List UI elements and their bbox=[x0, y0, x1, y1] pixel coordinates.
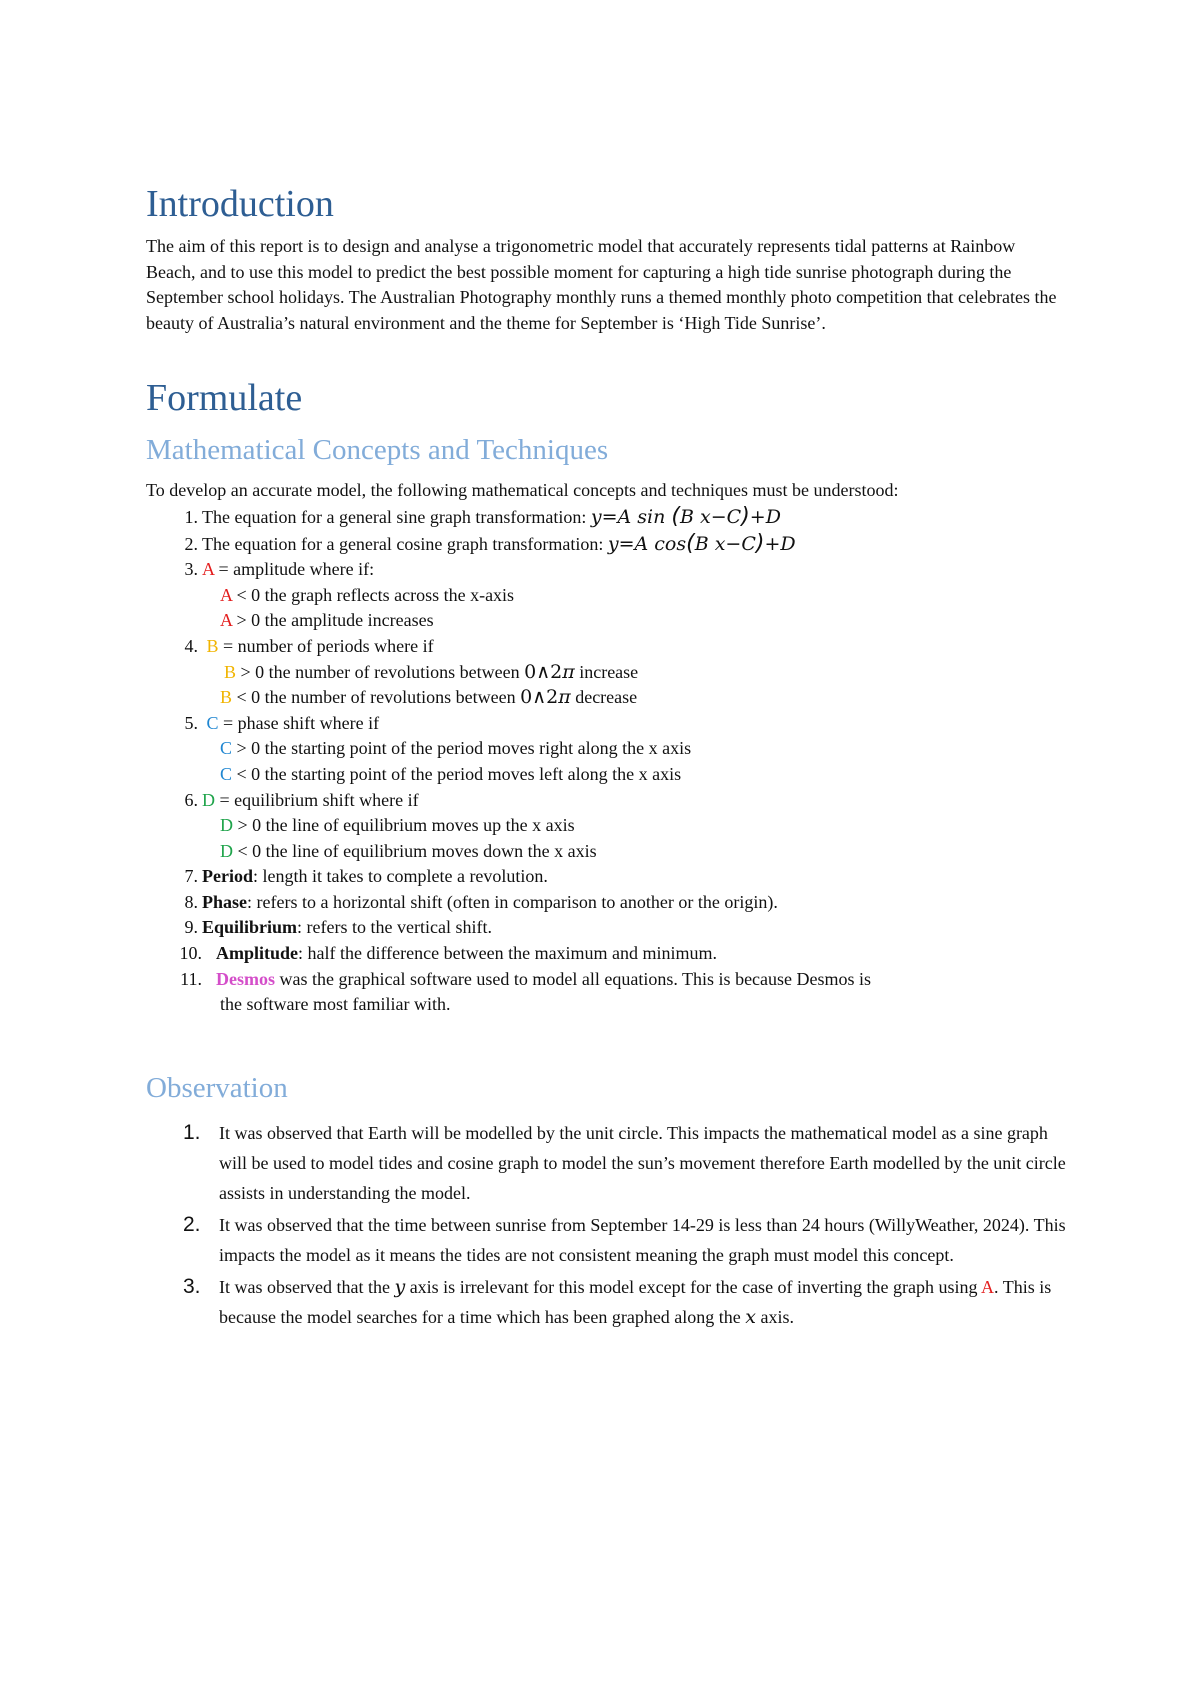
sub-item-text: decrease bbox=[570, 687, 638, 708]
concepts-subheading: Mathematical Concepts and Techniques bbox=[146, 434, 609, 467]
variable-a: A bbox=[220, 584, 233, 605]
sub-item-text: > 0 the number of revolutions between bbox=[236, 661, 525, 682]
item-text: It was observed that the bbox=[219, 1276, 395, 1297]
sub-item-text: < 0 the number of revolutions between bbox=[232, 687, 521, 708]
list-item bbox=[146, 1118, 1066, 1208]
list-item bbox=[146, 557, 1066, 634]
variable-d: D bbox=[202, 789, 215, 810]
variable-d: D bbox=[220, 840, 233, 861]
introduction-paragraph: The aim of this report is to design and analyse a trigonometric model that accurately represents tidal patterns at Rainbow Beach, and to use this model to predict the best possible moment for capturing a high tide sunrise photograph during the September school holidays. The Australian Photography monthly runs a themed monthly photo competition that celebrates the beauty of Australia’s natural environment and the theme for September is ‘High Tide Sunrise’. bbox=[146, 236, 1057, 333]
sub-item-text: < 0 the starting point of the period moves left along the x axis bbox=[232, 763, 682, 784]
item-number: 3. bbox=[183, 1274, 201, 1298]
concepts-intro: To develop an accurate model, the following mathematical concepts and techniques must be understood: bbox=[146, 480, 899, 501]
sub-item-text: < 0 the line of equilibrium moves down the x axis bbox=[233, 840, 597, 861]
sine-equation: y=A sin (B x−C)+D bbox=[590, 503, 781, 529]
item-text: = number of periods where if bbox=[218, 635, 434, 656]
item-text: axis. bbox=[756, 1306, 795, 1327]
list-item bbox=[146, 890, 1066, 916]
variable-c: C bbox=[220, 738, 233, 759]
list-item bbox=[146, 634, 1066, 711]
sub-item-text: > 0 the line of equilibrium moves up the x axis bbox=[233, 815, 575, 836]
variable-x: x bbox=[745, 1305, 757, 1328]
item-text: : half the difference between the maximum and minimum. bbox=[298, 943, 718, 964]
item-text: It was observed that Earth will be modelled by the unit circle. This impacts the mathematical model as a sine graph will be used to model tides and cosine graph to model the sun’s movement therefore Earth modelled by the unit circle assists in understanding the model. bbox=[219, 1122, 1066, 1203]
list-item bbox=[146, 864, 1066, 890]
sub-item bbox=[146, 736, 1066, 762]
sub-item-text: > 0 the amplitude increases bbox=[232, 610, 434, 631]
item-text: . This is because the model searches for a time which has been graphed along the bbox=[219, 1276, 1052, 1327]
list-item bbox=[146, 504, 1066, 531]
sub-item bbox=[146, 762, 1066, 788]
item-number: 1. bbox=[184, 506, 198, 527]
item-text: : length it takes to complete a revolution. bbox=[253, 866, 548, 887]
item-text: was the graphical software used to model all equations. This is because Desmos is bbox=[275, 968, 872, 989]
item-text: The equation for a general cosine graph transformation: bbox=[202, 533, 608, 554]
item-number: 8. bbox=[184, 891, 198, 912]
introduction-heading: Introduction bbox=[146, 183, 334, 225]
variable-b: B bbox=[220, 687, 233, 708]
sub-item-text: < 0 the graph reflects across the x-axis bbox=[232, 584, 515, 605]
range-expression: 0∧2π bbox=[520, 686, 571, 709]
item-number: 7. bbox=[184, 866, 198, 887]
item-text: : refers to a horizontal shift (often in comparison to another or the origin). bbox=[247, 891, 778, 912]
concepts-list bbox=[146, 504, 1066, 1018]
item-number: 9. bbox=[184, 917, 198, 938]
sub-item bbox=[146, 583, 1066, 609]
term-period: Period bbox=[202, 866, 253, 887]
term-equilibrium: Equilibrium bbox=[202, 917, 298, 938]
cosine-equation: y=A cos(B x−C)+D bbox=[607, 530, 796, 556]
variable-d: D bbox=[220, 815, 233, 836]
sub-item bbox=[146, 608, 1066, 634]
item-number: 10. bbox=[179, 943, 202, 964]
list-item bbox=[146, 531, 1066, 558]
observation-heading: Observation bbox=[146, 1071, 288, 1104]
item-text: = amplitude where if: bbox=[214, 559, 375, 580]
term-desmos: Desmos bbox=[216, 968, 275, 989]
item-number: 1. bbox=[183, 1120, 201, 1144]
sub-item bbox=[146, 660, 1066, 686]
item-number: 4. bbox=[184, 635, 198, 656]
variable-c: C bbox=[220, 763, 233, 784]
range-expression: 0∧2π bbox=[524, 660, 575, 683]
item-number: 11. bbox=[180, 968, 202, 989]
list-item bbox=[146, 915, 1066, 941]
list-item bbox=[146, 711, 1066, 788]
item-number: 5. bbox=[184, 712, 198, 733]
variable-b: B bbox=[206, 635, 219, 656]
item-number: 6. bbox=[184, 789, 198, 810]
sub-item bbox=[146, 839, 1066, 865]
document-body bbox=[146, 178, 1066, 1334]
observation-list bbox=[146, 1118, 1066, 1332]
formulate-heading: Formulate bbox=[146, 377, 303, 420]
item-text: = phase shift where if bbox=[218, 712, 380, 733]
sub-item bbox=[146, 813, 1066, 839]
item-number: 2. bbox=[184, 533, 198, 554]
item-number: 2. bbox=[183, 1212, 201, 1236]
item-text: : refers to the vertical shift. bbox=[297, 917, 492, 938]
list-item bbox=[146, 941, 1066, 967]
item-text: The equation for a general sine graph transformation: bbox=[202, 506, 591, 527]
item-text: It was observed that the time between sunrise from September 14-29 is less than 24 hours (WillyWeather, 2024). This impacts the model as it means the tides are not consistent meaning the graph must model this concept. bbox=[219, 1214, 1066, 1265]
list-item bbox=[146, 1210, 1066, 1270]
sub-item-text: increase bbox=[574, 661, 639, 682]
item-number: 3. bbox=[184, 559, 198, 580]
item-text: axis is irrelevant for this model except for the case of inverting the graph using bbox=[405, 1276, 982, 1297]
list-item bbox=[146, 1272, 1066, 1332]
item-continuation: the software most familiar with. bbox=[220, 994, 451, 1015]
variable-a: A bbox=[981, 1276, 995, 1297]
variable-a: A bbox=[220, 610, 233, 631]
variable-c: C bbox=[206, 712, 219, 733]
list-item bbox=[146, 967, 1066, 1018]
variable-b: B bbox=[224, 661, 237, 682]
sub-item-text: > 0 the starting point of the period moves right along the x axis bbox=[232, 738, 692, 759]
term-amplitude: Amplitude bbox=[216, 943, 299, 964]
variable-a: A bbox=[202, 559, 215, 580]
sub-item bbox=[146, 685, 1066, 711]
list-item bbox=[146, 788, 1066, 865]
variable-y: y bbox=[394, 1275, 406, 1298]
item-text: = equilibrium shift where if bbox=[215, 789, 419, 810]
term-phase: Phase bbox=[202, 891, 247, 912]
